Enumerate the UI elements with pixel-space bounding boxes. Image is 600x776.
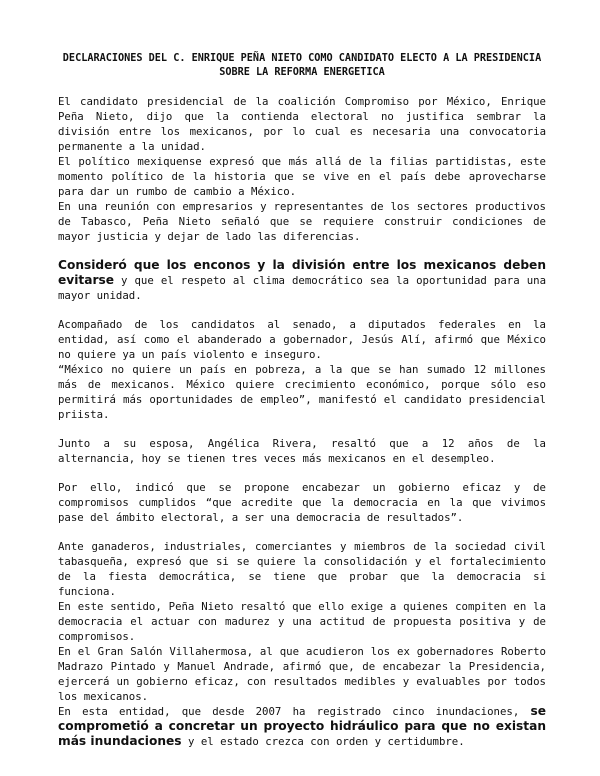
paragraph-political-moment: El político mexiquense expresó que más allá de la filias partidistas, este momento político de la historia que se vive en el país debe aprovecharse para dar un rumbo de cambio a México. xyxy=(58,155,546,198)
paragraph-tabasco-meeting: En una reunión con empresarios y representantes de los sectores productivos de Tabasco, Peña Nieto señaló que se requiere construir condiciones de mayor justicia y dejar de lado las diferencias. xyxy=(58,200,546,243)
document-title: DECLARACIONES DEL C. ENRIQUE PEÑA NIETO COMO CANDIDATO ELECTO A LA PRESIDENCIA SOBRE LA REFORMA ENERGETICA xyxy=(62,53,542,78)
document-page xyxy=(58,52,546,749)
paragraph-floods-lead: En esta entidad, que desde 2007 ha registrado cinco inundaciones, xyxy=(58,705,531,718)
paragraph-candidate-unity: El candidato presidencial de la coalición Compromiso por México, Enrique Peña Nieto, dijo que la contienda electoral no justifica sembrar la división entre los mexicanos, por lo cual es necesaria una convocatoria permanente a la unidad. xyxy=(58,95,546,153)
emphasis-hydraulic-project: se comprometió a concretar un proyecto hidráulico para que no existan más inundaciones xyxy=(58,704,546,748)
paragraph-unemployment: Junto a su esposa, Angélica Rivera, resaltó que a 12 años de la alternancia, hoy se tienen tres veces más mexicanos en el desempleo. xyxy=(58,437,546,465)
paragraph-society-tabasco: Ante ganaderos, industriales, comerciantes y miembros de la sociedad civil tabasqueña, expresó que si se quiere la consolidación y el fortalecimiento de la fiesta democrática, se tiene que probar que la democracia si funciona. xyxy=(58,540,546,598)
paragraph-avoid-division xyxy=(58,258,546,303)
paragraph-avoid-division-rest: y que el respeto al clima democrático sea la oportunidad para una mayor unidad. xyxy=(58,274,546,302)
paragraph-effective-government: Por ello, indicó que se propone encabezar un gobierno eficaz y de compromisos cumplidos “que acredite que la democracia en la que vivimos pase del ámbito electoral, a ser una democracia de resultados”. xyxy=(58,481,546,524)
paragraph-maturity: En este sentido, Peña Nieto resaltó que ello exige a quienes compiten en la democracia el actuar con madurez y una actitud de propuesta positiva y de compromisos. xyxy=(58,600,546,643)
paragraph-floods-rest: y el estado crezca con orden y certidumbre. xyxy=(181,735,465,748)
paragraph-candidates-senate: Acompañado de los candidatos al senado, a diputados federales en la entidad, así como el abanderado a gobernador, Jesús Alí, afirmó que México no quiere ya un país violento e inseguro. xyxy=(58,318,546,361)
paragraph-gran-salon: En el Gran Salón Villahermosa, al que acudieron los ex gobernadores Roberto Madrazo Pintado y Manuel Andrade, afirmó que, de encabezar la Presidencia, ejercerá un gobierno eficaz, con resultados medibles y evaluables por todos los mexicanos. xyxy=(58,645,546,703)
paragraph-floods xyxy=(58,704,546,749)
emphasis-avoid-division: Consideró que los enconos y la división entre los mexicanos deben evitarse xyxy=(58,258,546,287)
paragraph-quote-poverty: “México no quiere un país en pobreza, a la que se han sumado 12 millones más de mexicanos. México quiere crecimiento económico, porque sólo eso permitirá más oportunidades de empleo”, manifestó el candidato presidencial priista. xyxy=(58,363,546,421)
